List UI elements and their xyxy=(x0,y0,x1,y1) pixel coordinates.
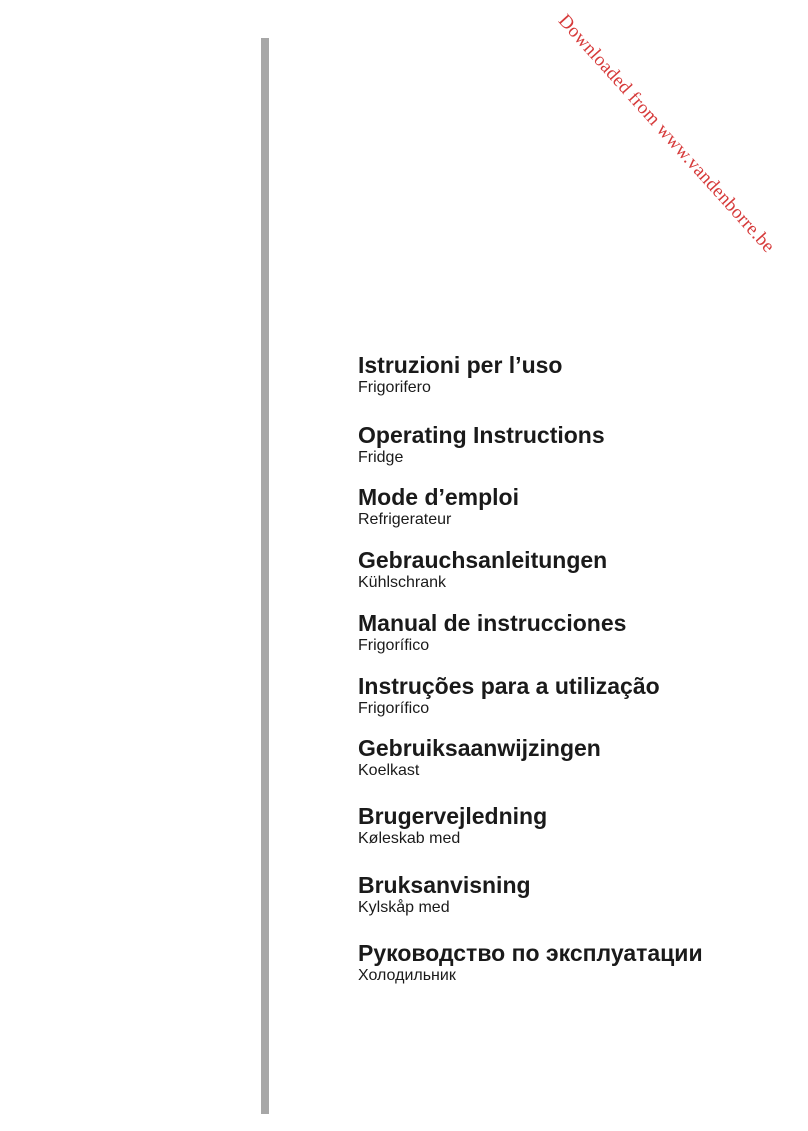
entry-subtitle: Frigorífico xyxy=(358,637,430,654)
entry-title: Manual de instrucciones xyxy=(358,610,627,636)
language-entry-german xyxy=(358,547,607,592)
language-entry-dutch xyxy=(358,735,601,780)
language-entry-italian xyxy=(358,352,562,397)
language-entry-french xyxy=(358,484,519,529)
entry-subtitle: Køleskab med xyxy=(358,830,461,847)
language-entry-danish xyxy=(358,803,547,848)
entry-title: Gebruiksaanwijzingen xyxy=(358,735,601,761)
cover-spine-bar xyxy=(261,38,269,1114)
language-entry-english xyxy=(358,422,605,467)
entry-title: Gebrauchsanleitungen xyxy=(358,547,608,573)
language-entry-swedish xyxy=(358,872,531,917)
entry-title: Руководство по эксплуатации xyxy=(358,940,703,966)
entry-subtitle: Refrigerateur xyxy=(358,511,452,528)
entry-title: Istruzioni per l’uso xyxy=(358,352,563,378)
entry-subtitle: Kylskåp med xyxy=(358,899,450,916)
language-entry-russian xyxy=(358,940,703,985)
download-watermark: Downloaded from www.vandenborre.be xyxy=(553,10,779,257)
entry-subtitle: Frigorifero xyxy=(358,379,431,396)
language-entry-portuguese xyxy=(358,673,660,718)
entry-subtitle: Kühlschrank xyxy=(358,574,447,591)
entry-title: Brugervejledning xyxy=(358,803,548,829)
entry-title: Operating Instructions xyxy=(358,422,605,448)
entry-title: Instruções para a utilização xyxy=(358,673,660,699)
entry-subtitle: Fridge xyxy=(358,449,404,466)
entry-subtitle: Koelkast xyxy=(358,762,420,779)
entry-subtitle: Холодильник xyxy=(358,967,456,984)
entry-title: Mode d’emploi xyxy=(358,484,519,510)
entry-title: Bruksanvisning xyxy=(358,872,531,898)
entry-subtitle: Frigorífico xyxy=(358,700,430,717)
language-entry-spanish xyxy=(358,610,626,655)
